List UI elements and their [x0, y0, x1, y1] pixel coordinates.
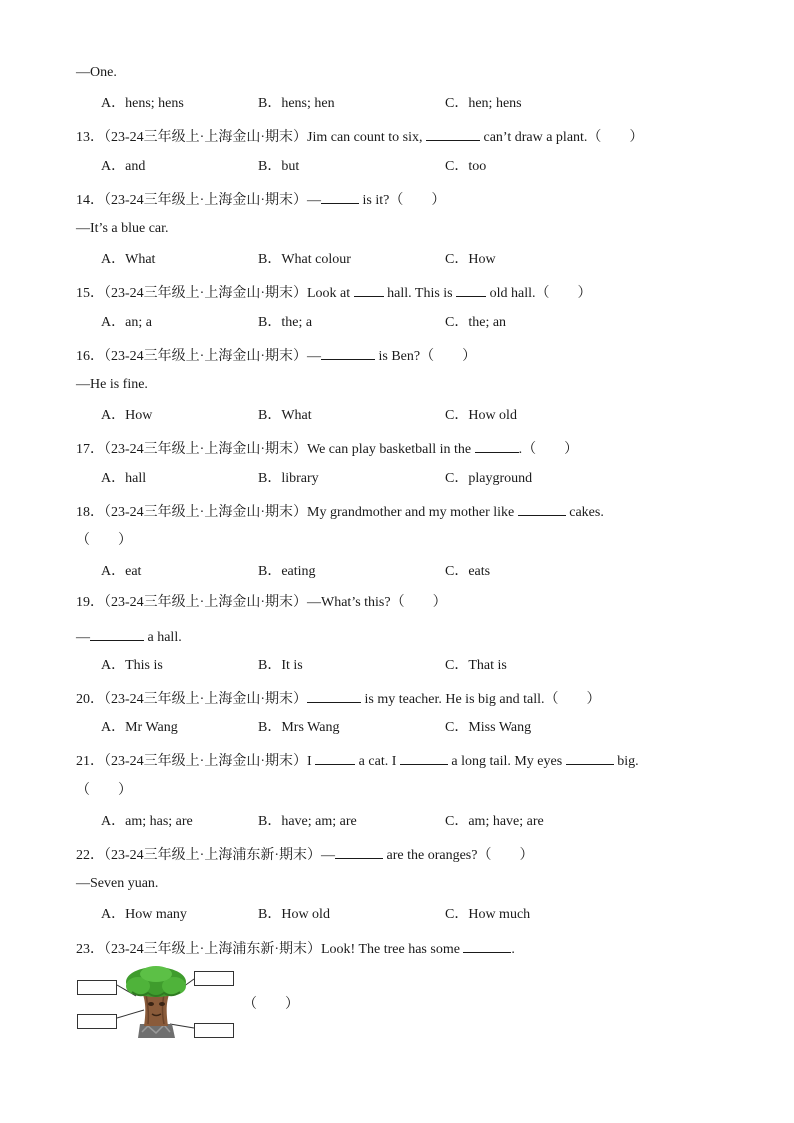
option-a[interactable]: A．eat — [101, 564, 142, 579]
option-c[interactable]: C．too — [445, 159, 487, 174]
option-c[interactable]: C．eats — [445, 564, 491, 579]
option-a[interactable]: A．hall — [101, 471, 147, 486]
option-c[interactable]: C．playground — [445, 471, 533, 486]
option-b[interactable]: B．library — [258, 471, 319, 486]
answer-bracket[interactable]: （ ） — [535, 286, 592, 301]
answer-bracket[interactable]: （ ） — [477, 848, 534, 863]
option-a[interactable]: A．How — [101, 408, 153, 423]
answer-blank[interactable] — [463, 938, 511, 953]
tree-illustration — [76, 962, 246, 1042]
answer-blank[interactable] — [456, 282, 486, 297]
options-20 — [101, 719, 701, 737]
label-box-1[interactable] — [77, 980, 117, 995]
answer-bracket[interactable]: （ ） — [389, 193, 446, 208]
question-23: 23．（23-24三年级上·上海浦东新·期末）Look! The tree has some . — [76, 938, 515, 959]
answer-bracket[interactable]: （ ） — [390, 595, 447, 610]
option-b[interactable]: B．eating — [258, 564, 316, 579]
option-c[interactable]: C．am; have; are — [445, 814, 544, 829]
option-a[interactable]: A．hens; hens — [101, 96, 184, 111]
option-b[interactable]: B．How old — [258, 907, 330, 922]
option-c[interactable]: C．hen; hens — [445, 96, 522, 111]
option-c[interactable]: C．How — [445, 252, 496, 267]
options-12 — [101, 95, 701, 113]
option-c[interactable]: C．How much — [445, 907, 531, 922]
answer-bracket[interactable]: （ ） — [420, 349, 477, 364]
question-18: 18．（23-24三年级上·上海金山·期末）My grandmother and my mother like cakes. — [76, 501, 604, 522]
answer-blank[interactable] — [90, 626, 144, 641]
answer-bracket[interactable]: （ ） — [544, 692, 601, 707]
answer-blank[interactable] — [335, 844, 383, 859]
options-21 — [101, 813, 701, 831]
option-b[interactable]: B．What colour — [258, 252, 351, 267]
option-c[interactable]: C．How old — [445, 408, 517, 423]
answer-bracket-23[interactable]: （ ） — [243, 997, 299, 1012]
answer-blank[interactable] — [566, 750, 614, 765]
options-19 — [101, 657, 701, 675]
question-13: 13．（23-24三年级上·上海金山·期末）Jim can count to six, can’t draw a plant.（ ） — [76, 126, 643, 147]
label-box-3[interactable] — [77, 1014, 117, 1029]
option-b[interactable]: B．Mrs Wang — [258, 720, 340, 735]
question-15: 15．（23-24三年级上·上海金山·期末）Look at hall. This is old hall.（ ） — [76, 282, 592, 303]
answer-line-12: —One. — [76, 65, 117, 80]
option-a[interactable]: A．Mr Wang — [101, 720, 178, 735]
answer-line-14: —It’s a blue car. — [76, 221, 169, 236]
option-a[interactable]: A．What — [101, 252, 156, 267]
option-a[interactable]: A．and — [101, 159, 146, 174]
option-c[interactable]: C．Miss Wang — [445, 720, 532, 735]
question-20: 20．（23-24三年级上·上海金山·期末） is my teacher. He is big and tall.（ ） — [76, 688, 601, 709]
option-b[interactable]: B．hens; hen — [258, 96, 335, 111]
question-19: 19．（23-24三年级上·上海金山·期末）—What’s this?（ ） — [76, 595, 447, 610]
option-b[interactable]: B．have; am; are — [258, 814, 357, 829]
answer-bracket-18[interactable]: （ ） — [76, 533, 132, 548]
options-13 — [101, 158, 701, 176]
option-b[interactable]: B．It is — [258, 658, 303, 673]
options-18 — [101, 563, 701, 581]
answer-blank[interactable] — [307, 688, 361, 703]
answer-blank[interactable] — [400, 750, 448, 765]
option-a[interactable]: A．How many — [101, 907, 187, 922]
answer-blank[interactable] — [354, 282, 384, 297]
answer-blank[interactable] — [518, 501, 566, 516]
question-17: 17．（23-24三年级上·上海金山·期末）We can play basketball in the .（ ） — [76, 438, 578, 459]
answer-blank[interactable] — [315, 750, 355, 765]
answer-bracket-21[interactable]: （ ） — [76, 783, 132, 798]
options-16 — [101, 407, 701, 425]
option-b[interactable]: B．but — [258, 159, 300, 174]
option-c[interactable]: C．That is — [445, 658, 507, 673]
option-a[interactable]: A．This is — [101, 658, 163, 673]
question-22: 22．（23-24三年级上·上海浦东新·期末）— are the oranges?（ ） — [76, 844, 533, 865]
question-21: 21．（23-24三年级上·上海金山·期末）I a cat. I a long tail. My eyes big. — [76, 750, 639, 771]
option-b[interactable]: B．the; a — [258, 315, 313, 330]
option-c[interactable]: C．the; an — [445, 315, 507, 330]
option-a[interactable]: A．am; has; are — [101, 814, 193, 829]
options-22 — [101, 906, 701, 924]
answer-blank[interactable] — [426, 126, 480, 141]
answer-bracket[interactable]: （ ） — [522, 442, 579, 457]
answer-blank[interactable] — [321, 345, 375, 360]
options-14 — [101, 251, 701, 269]
label-box-2[interactable] — [194, 971, 234, 986]
answer-bracket[interactable]: （ ） — [587, 130, 644, 145]
label-box-4[interactable] — [194, 1023, 234, 1038]
answer-line-16: —He is fine. — [76, 377, 148, 392]
option-a[interactable]: A．an; a — [101, 315, 152, 330]
answer-line-22: —Seven yuan. — [76, 876, 159, 891]
options-15 — [101, 314, 701, 332]
answer-blank[interactable] — [475, 438, 519, 453]
question-14: 14．（23-24三年级上·上海金山·期末）— is it?（ ） — [76, 189, 445, 210]
options-17 — [101, 470, 701, 488]
answer-blank[interactable] — [321, 189, 359, 204]
option-b[interactable]: B．What — [258, 408, 312, 423]
answer-line-19: — a hall. — [76, 626, 182, 647]
question-16: 16．（23-24三年级上·上海金山·期末）— is Ben?（ ） — [76, 345, 476, 366]
